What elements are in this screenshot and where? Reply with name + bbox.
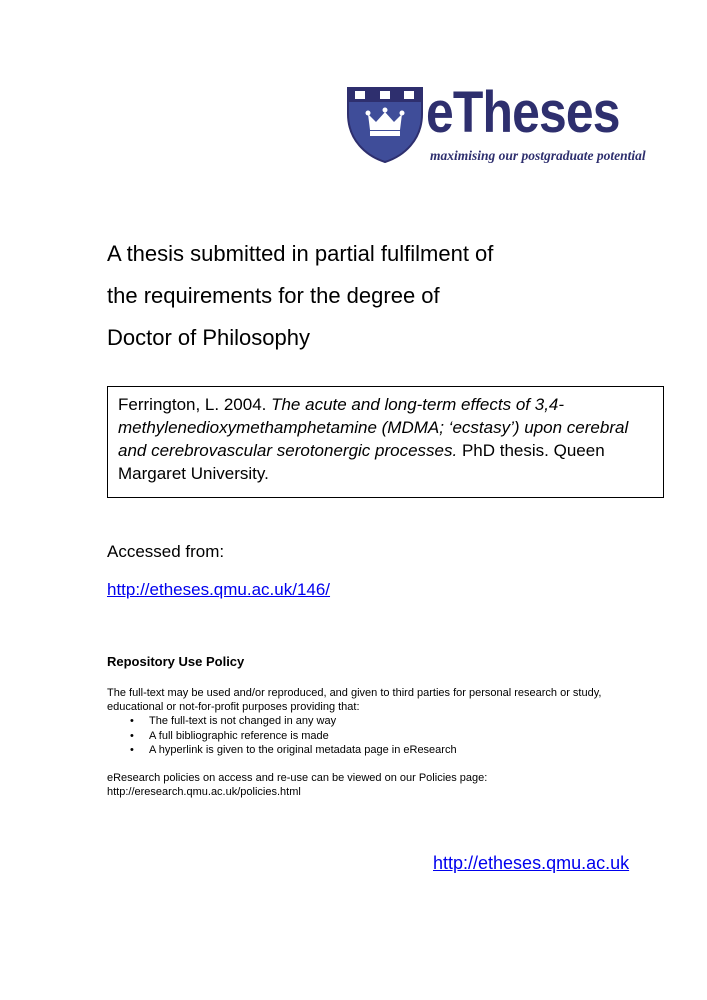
thesis-record-link[interactable]: http://etheses.qmu.ac.uk/146/	[107, 580, 331, 599]
thesis-statement	[107, 233, 493, 359]
logo-tagline: maximising our postgraduate potential	[430, 148, 646, 163]
citation-box	[107, 386, 664, 498]
citation-title: The acute and long-term effects of 3,4-methylenedioxymethamphetamine (MDMA; ‘ecstasy’) upon cerebral and cerebrovascular serotonergic processes.	[118, 395, 629, 460]
thesis-statement-line: Doctor of Philosophy	[107, 325, 310, 350]
logo-brand-text: eTheses	[426, 80, 620, 145]
thesis-statement-line: the requirements for the degree of	[107, 283, 440, 308]
policy-intro: The full-text may be used and/or reproduced, and given to third parties for personal research or study, educational or not-for-profit purposes providing that:	[107, 687, 602, 713]
crest-shield-icon	[346, 84, 424, 164]
thesis-statement-line: A thesis submitted in partial fulfilment of	[107, 241, 494, 266]
etheses-logo	[346, 80, 668, 166]
citation-suffix: PhD thesis. Queen Margaret University.	[118, 441, 605, 483]
accessed-from-label: Accessed from:	[107, 542, 225, 561]
policy-heading: Repository Use Policy	[107, 654, 245, 669]
citation-author-year: Ferrington, L. 2004.	[118, 395, 272, 414]
list-item: • A full bibliographic reference is made	[149, 729, 457, 744]
policy-note: eResearch policies on access and re-use can be viewed on our Policies page: http://eresearch.qmu.ac.uk/policies.html	[107, 772, 488, 798]
list-item: • The full-text is not changed in any way	[149, 714, 457, 729]
etheses-home-link[interactable]: http://etheses.qmu.ac.uk	[433, 853, 630, 873]
policy-conditions	[149, 714, 457, 758]
list-item: • A hyperlink is given to the original metadata page in eResearch	[149, 743, 457, 758]
